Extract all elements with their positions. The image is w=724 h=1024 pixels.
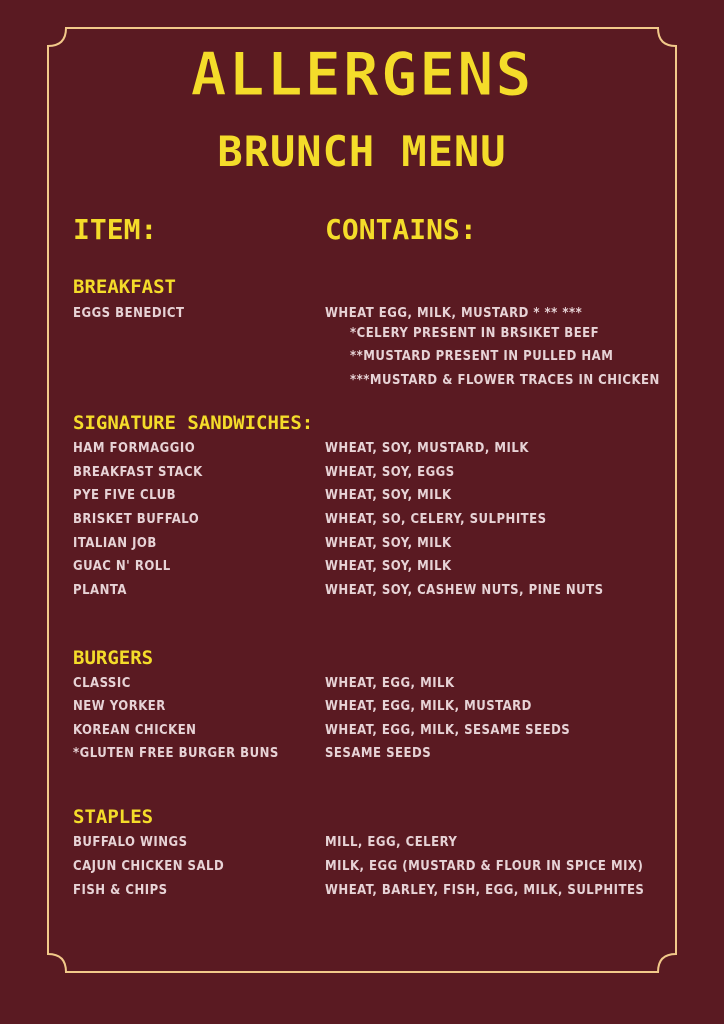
item-allergens: MILL, EGG, CELERY — [325, 835, 458, 850]
list-item — [0, 555, 724, 579]
footnote-text: **MUSTARD PRESENT IN PULLED HAM — [350, 349, 614, 364]
footnote-text: *CELERY PRESENT IN BRSIKET BEEF — [350, 326, 600, 341]
item-allergens: WHEAT, EGG, MILK — [325, 676, 455, 691]
list-item — [0, 461, 724, 485]
list-item — [0, 579, 724, 603]
footnote — [0, 369, 724, 393]
item-allergens: WHEAT, SOY, MILK — [325, 559, 452, 574]
item-name: NEW YORKER — [73, 699, 166, 714]
column-header-contains: CONTAINS: — [325, 213, 477, 246]
item-allergens: WHEAT EGG, MILK, MUSTARD * ** *** — [325, 306, 583, 321]
column-header-item: ITEM: — [73, 213, 158, 246]
list-item — [0, 484, 724, 508]
item-allergens: WHEAT, SOY, MILK — [325, 536, 452, 551]
footnote — [0, 345, 724, 369]
item-name: BUFFALO WINGS — [73, 835, 188, 850]
item-allergens: WHEAT, SO, CELERY, SULPHITES — [325, 512, 547, 527]
item-allergens: WHEAT, BARLEY, FISH, EGG, MILK, SULPHITES — [325, 883, 645, 898]
list-item — [0, 672, 724, 696]
item-name: PLANTA — [73, 583, 127, 598]
item-name: FISH & CHIPS — [73, 883, 168, 898]
list-item — [0, 719, 724, 743]
list-item — [0, 437, 724, 461]
item-name: PYE FIVE CLUB — [73, 488, 177, 503]
item-allergens: WHEAT, EGG, MILK, SESAME SEEDS — [325, 723, 571, 738]
section-heading-sandwiches: SIGNATURE SANDWICHES: — [73, 412, 314, 434]
item-name: BRISKET BUFFALO — [73, 512, 200, 527]
section-heading-burgers: BURGERS — [73, 647, 154, 669]
item-allergens: SESAME SEEDS — [325, 746, 432, 761]
item-name: CAJUN CHICKEN SALD — [73, 859, 225, 874]
footnote — [0, 322, 724, 346]
list-item — [0, 695, 724, 719]
item-name: BREAKFAST STACK — [73, 465, 203, 480]
item-name: EGGS BENEDICT — [73, 306, 185, 321]
list-item — [0, 508, 724, 532]
footnote-text: ***MUSTARD & FLOWER TRACES IN CHICKEN — [350, 373, 660, 388]
item-allergens: MILK, EGG (MUSTARD & FLOUR IN SPICE MIX) — [325, 859, 644, 874]
list-item — [0, 532, 724, 556]
item-name: CLASSIC — [73, 676, 131, 691]
list-item — [0, 742, 724, 766]
item-name: ITALIAN JOB — [73, 536, 157, 551]
item-name: KOREAN CHICKEN — [73, 723, 197, 738]
section-heading-breakfast: BREAKFAST — [73, 276, 176, 298]
list-item — [0, 855, 724, 879]
item-allergens: WHEAT, EGG, MILK, MUSTARD — [325, 699, 532, 714]
item-allergens: WHEAT, SOY, CASHEW NUTS, PINE NUTS — [325, 583, 604, 598]
item-allergens: WHEAT, SOY, MUSTARD, MILK — [325, 441, 529, 456]
page-subtitle: BRUNCH MENU — [217, 127, 507, 176]
item-name: HAM FORMAGGIO — [73, 441, 196, 456]
list-item — [0, 879, 724, 903]
item-allergens: WHEAT, SOY, MILK — [325, 488, 452, 503]
page-title: ALLERGENS — [190, 40, 534, 110]
list-item — [0, 831, 724, 855]
item-allergens: WHEAT, SOY, EGGS — [325, 465, 455, 480]
item-name: GUAC N' ROLL — [73, 559, 171, 574]
section-heading-staples: STAPLES — [73, 806, 154, 828]
item-name: *GLUTEN FREE BURGER BUNS — [73, 746, 279, 761]
